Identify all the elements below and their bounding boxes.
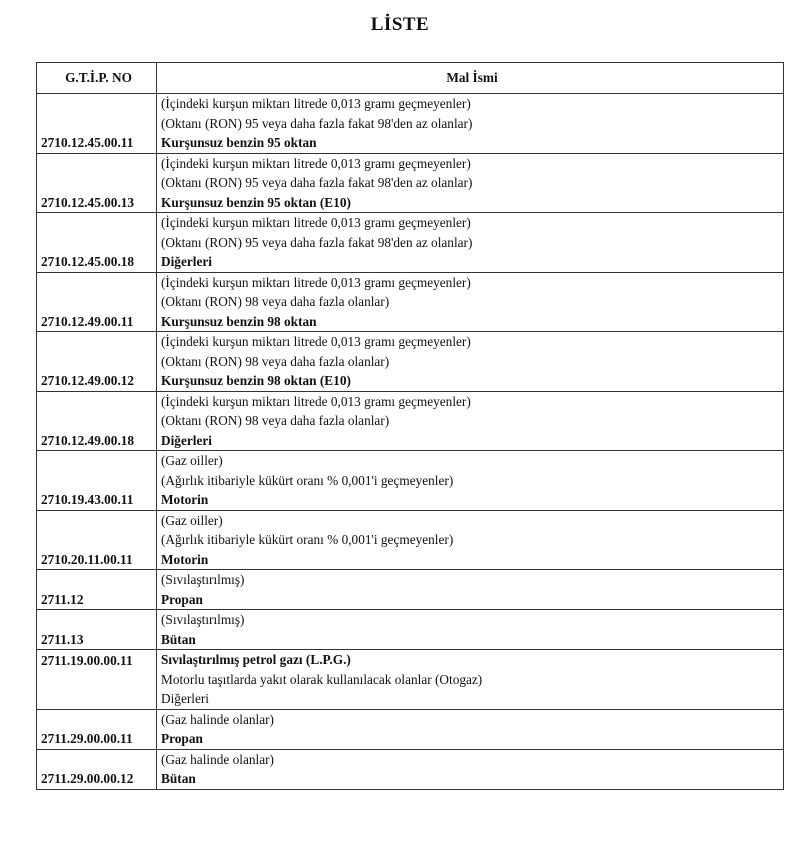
description-line: (Gaz halinde olanlar) [161,711,274,727]
table-row [37,570,784,610]
table-row [37,153,784,213]
goods-name [157,749,784,789]
gtip-code: 2710.12.45.00.13 [37,153,157,213]
table-row [37,650,784,710]
table-row [37,749,784,789]
goods-title: Motorin [161,492,209,507]
description-line: (Sıvılaştırılmış) [161,612,245,627]
description-line: (Gaz halinde olanlar) [161,751,274,767]
gtip-code: 2710.12.49.00.18 [37,391,157,451]
goods-name [157,332,784,392]
table-row [37,332,784,392]
description-line: Motorlu taşıtlarda yakıt olarak kullanılacak olanlar (Otogaz) [161,671,483,687]
description-line: (Oktanı (RON) 95 veya daha fazla fakat 98'den az olanlar) [161,175,473,190]
gtip-code: 2711.13 [37,610,157,650]
gtip-code: 2710.12.45.00.11 [37,94,157,154]
description-line: (İçindeki kurşun miktarı litrede 0,013 gramı geçmeyenler) [161,274,471,290]
goods-name [157,153,784,213]
table-row [37,272,784,332]
description-line: (Gaz oiller) [161,512,223,528]
table-row [37,610,784,650]
description-line: Diğerleri [161,691,209,706]
goods-title: Sıvılaştırılmış petrol gazı (L.P.G.) [161,652,351,667]
table-row [37,213,784,273]
goods-title: Kurşunsuz benzin 98 oktan [161,313,317,329]
description-line: (Oktanı (RON) 95 veya daha fazla fakat 98'den az olanlar) [161,115,473,131]
description-line: (Ağırlık itibariyle kükürt oranı % 0,001'i geçmeyenler) [161,532,454,547]
gtip-code: 2710.19.43.00.11 [37,451,157,511]
goods-name [157,650,784,710]
page-title: LİSTE [370,14,430,35]
goods-title: Diğerleri [161,432,212,448]
column-header-name: Mal İsmi [157,63,784,94]
table-header-row [37,63,784,94]
goods-name [157,451,784,511]
description-line: (İçindeki kurşun miktarı litrede 0,013 gramı geçmeyenler) [161,334,471,349]
gtip-code: 2711.29.00.00.11 [37,709,157,749]
description-line: (Oktanı (RON) 98 veya daha fazla olanlar) [161,294,390,309]
goods-title: Bütan [161,771,196,786]
description-line: (Oktanı (RON) 98 veya daha fazla olanlar) [161,353,390,369]
description-line: (İçindeki kurşun miktarı litrede 0,013 gramı geçmeyenler) [161,393,471,409]
gtip-code: 2710.12.49.00.11 [37,272,157,332]
table-row [37,391,784,451]
gtip-code: 2710.12.45.00.18 [37,213,157,273]
goods-name [157,709,784,749]
goods-title: Motorin [161,551,209,567]
goods-title: Bütan [161,631,196,647]
goods-name [157,610,784,650]
goods-title: Kurşunsuz benzin 95 oktan [161,135,317,150]
description-line: (Oktanı (RON) 98 veya daha fazla olanlar) [161,413,390,428]
gtip-code: 2710.12.49.00.12 [37,332,157,392]
goods-title: Diğerleri [161,254,212,269]
goods-name [157,272,784,332]
goods-title: Propan [161,591,203,607]
column-header-code: G.T.İ.P. NO [37,63,157,94]
goods-name [157,570,784,610]
description-line: (İçindeki kurşun miktarı litrede 0,013 gramı geçmeyenler) [161,215,471,230]
table-row [37,510,784,570]
gtip-code: 2711.19.00.00.11 [37,650,157,710]
goods-name [157,213,784,273]
description-line: (Gaz oiller) [161,453,223,468]
goods-name [157,391,784,451]
goods-title: Propan [161,731,203,746]
gtip-code: 2710.20.11.00.11 [37,510,157,570]
description-line: (Oktanı (RON) 95 veya daha fazla fakat 98'den az olanlar) [161,234,473,250]
description-line: (İçindeki kurşun miktarı litrede 0,013 gramı geçmeyenler) [161,96,471,111]
goods-name [157,94,784,154]
table-row [37,94,784,154]
description-line: (Ağırlık itibariyle kükürt oranı % 0,001'i geçmeyenler) [161,472,454,488]
goods-title: Kurşunsuz benzin 95 oktan (E10) [161,194,351,210]
goods-name [157,510,784,570]
table-row [37,709,784,749]
description-line: (Sıvılaştırılmış) [161,572,245,587]
gtip-code: 2711.12 [37,570,157,610]
goods-table [36,62,784,790]
description-line: (İçindeki kurşun miktarı litrede 0,013 gramı geçmeyenler) [161,155,471,171]
gtip-code: 2711.29.00.00.12 [37,749,157,789]
table-row [37,451,784,511]
goods-title: Kurşunsuz benzin 98 oktan (E10) [161,373,351,388]
